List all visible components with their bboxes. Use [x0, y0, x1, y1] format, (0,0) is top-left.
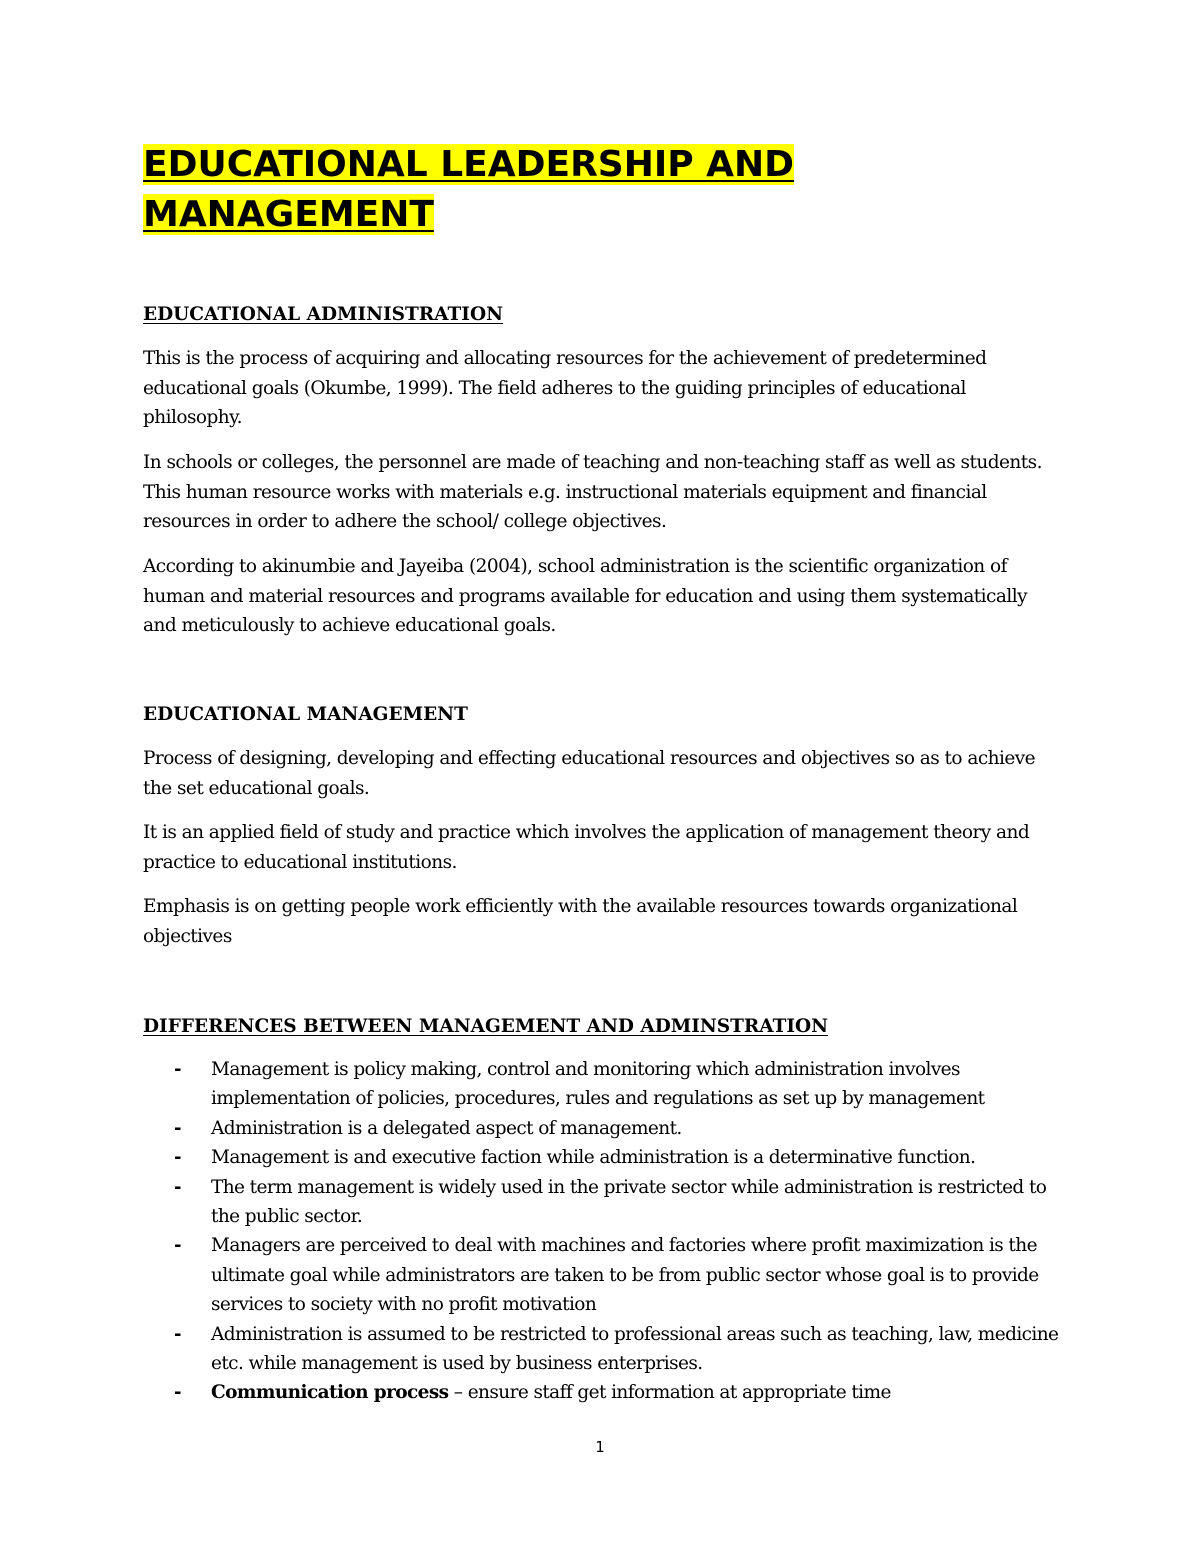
list-item — [0, 1231, 1100, 1319]
dash-bullet-icon: - — [174, 1235, 181, 1257]
management-heading: EDUCATIONAL MANAGEMENT — [143, 704, 468, 725]
administration-paragraph-3: According to akinumbie and Jayeiba (2004), school administration is the scientific organization of human and material resources and programs available for education and using them systematically and meticulously to achieve educational goals. — [143, 556, 1027, 636]
administration-heading: EDUCATIONAL ADMINISTRATION — [143, 304, 503, 325]
list-item-text — [211, 1378, 1066, 1407]
list-item — [0, 1378, 1100, 1407]
communication-process-definition: – ensure staff get information at appropriate time — [448, 1382, 891, 1404]
dash-bullet-icon: - — [174, 1059, 181, 1080]
dash-bullet-icon: - — [174, 1117, 181, 1139]
communication-process-term: Communication process — [211, 1382, 449, 1404]
document-title — [143, 140, 1043, 240]
differences-heading: DIFFERENCES BETWEEN MANAGEMENT AND ADMINSTRATION — [143, 1016, 829, 1037]
list-item-text: Management is and executive faction while administration is a determinative function. — [211, 1147, 976, 1169]
list-item-text: Administration is a delegated aspect of management. — [211, 1117, 682, 1139]
dash-bullet-icon: - — [174, 1176, 181, 1198]
dash-bullet-icon: - — [174, 1323, 181, 1345]
list-item-text: Management is policy making, control and monitoring which administration involves implementation of policies, procedures, rules and regulations as set up by management — [211, 1059, 985, 1110]
management-paragraph-1: Process of designing, developing and effecting educational resources and objectives so as to achieve the set educational goals. — [143, 748, 1036, 799]
administration-paragraph-1: This is the process of acquiring and allocating resources for the achievement of predetermined educational goals (Okumbe, 1999). The field adheres to the guiding principles of educational philosophy. — [143, 348, 987, 428]
list-item — [0, 1173, 1100, 1232]
management-paragraph-2: It is an applied field of study and practice which involves the application of management theory and practice to educational institutions. — [143, 822, 1030, 873]
list-item-text: The term management is widely used in the private sector while administration is restricted to the public sector. — [211, 1176, 1047, 1228]
list-item — [0, 1143, 1100, 1172]
page-number: 1 — [595, 1438, 605, 1456]
list-item — [0, 1055, 1100, 1114]
list-item-text: Administration is assumed to be restricted to professional areas such as teaching, law, medicine etc. while management is used by business enterprises. — [211, 1323, 1059, 1375]
list-item — [0, 1320, 1100, 1379]
administration-paragraph-2: In schools or colleges, the personnel are made of teaching and non-teaching staff as well as students. This human resource works with materials e.g. instructional materials equipment and financial resources in order to adhere the school/ college objectives. — [143, 452, 1042, 532]
list-item-text: Managers are perceived to deal with machines and factories where profit maximization is the ultimate goal while administrators are taken to be from public sector whose goal is to provide services to society with no profit motivation — [211, 1235, 1039, 1316]
dash-bullet-icon: - — [174, 1382, 181, 1404]
document-title-text: EDUCATIONAL LEADERSHIP AND MANAGEMENT — [143, 144, 795, 235]
differences-list — [0, 1055, 1100, 1408]
management-paragraph-3: Emphasis is on getting people work efficiently with the available resources towards organizational objectives — [143, 896, 1018, 947]
dash-bullet-icon: - — [174, 1147, 181, 1169]
list-item — [0, 1114, 1100, 1143]
